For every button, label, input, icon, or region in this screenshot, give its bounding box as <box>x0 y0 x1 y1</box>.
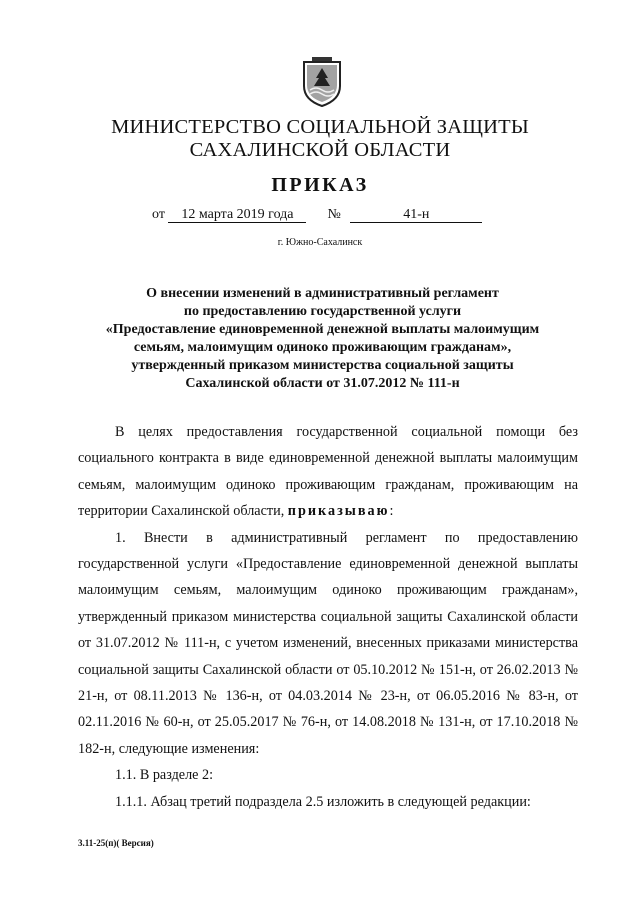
sakhalin-coat-of-arms-icon <box>300 56 344 108</box>
footer-version-code: 3.11-25(п)( Версия) <box>78 838 154 848</box>
order-subject <box>80 285 565 393</box>
city-label: г. Южно-Сахалинск <box>277 237 363 248</box>
order-date: 12 марта 2019 года <box>168 207 306 223</box>
order-colon: : <box>389 503 394 520</box>
preamble-paragraph <box>78 419 578 525</box>
subject-line: «Предоставление единовременной денежной выплаты малоимущим <box>105 322 540 337</box>
order-date-number-line <box>152 207 482 223</box>
order-title: ПРИКАЗ <box>271 174 369 196</box>
order-number: 41-н <box>350 207 482 223</box>
item-1: 1. Внести в административный регламент по предоставлению государственной услуги «Предоставление единовременной денежной выплаты малоимущим семьям, малоимущим одиноко проживающим гражданам», утвержденный приказом министерства социальной защиты Сахалинской области от 31.07.2012 № 111-н, с учетом изменений, внесенных приказами министерства социальной защиты Сахалинской области от 05.10.2012 № 151-н, от 26.02.2013 № 21-н, от 08.11.2013 № 136-н, от 04.03.2014 № 23-н, от 06.05.2016 № 83-н, от 02.11.2016 № 60-н, от 25.05.2017 № 76-н, от 14.08.2018 № 131-н, от 17.10.2018 № 182-н, следующие изменения: <box>78 529 578 757</box>
ministry-line-1: МИНИСТЕРСТВО СОЦИАЛЬНОЙ ЗАЩИТЫ <box>111 116 529 138</box>
number-sign: № <box>327 207 341 222</box>
date-prefix: от <box>152 207 165 222</box>
item-1-1: 1.1. В разделе 2: <box>115 767 214 784</box>
subject-line: О внесении изменений в административный регламент <box>146 286 499 301</box>
subject-line: Сахалинской области от 31.07.2012 № 111-н <box>185 376 460 391</box>
order-word: приказываю <box>287 503 390 520</box>
subject-line: семьям, малоимущим одиноко проживающим гражданам», <box>133 340 512 355</box>
order-body <box>78 419 578 815</box>
subject-line: по предоставлению государственной услуги <box>183 304 462 319</box>
ministry-line-2: САХАЛИНСКОЙ ОБЛАСТИ <box>189 139 451 161</box>
subject-line: утвержденный приказом министерства социальной защиты <box>131 358 514 373</box>
item-1-1-1: 1.1.1. Абзац третий подраздела 2.5 изложить в следующей редакции: <box>115 793 531 810</box>
ministry-name <box>0 116 640 162</box>
preamble-text: В целях предоставления государственной социальной помощи без социального контракта в виде единовременной денежной выплаты малоимущим семьям, малоимущим одиноко проживающим гражданам, проживающим на территории Сахалинской области, <box>78 424 578 520</box>
